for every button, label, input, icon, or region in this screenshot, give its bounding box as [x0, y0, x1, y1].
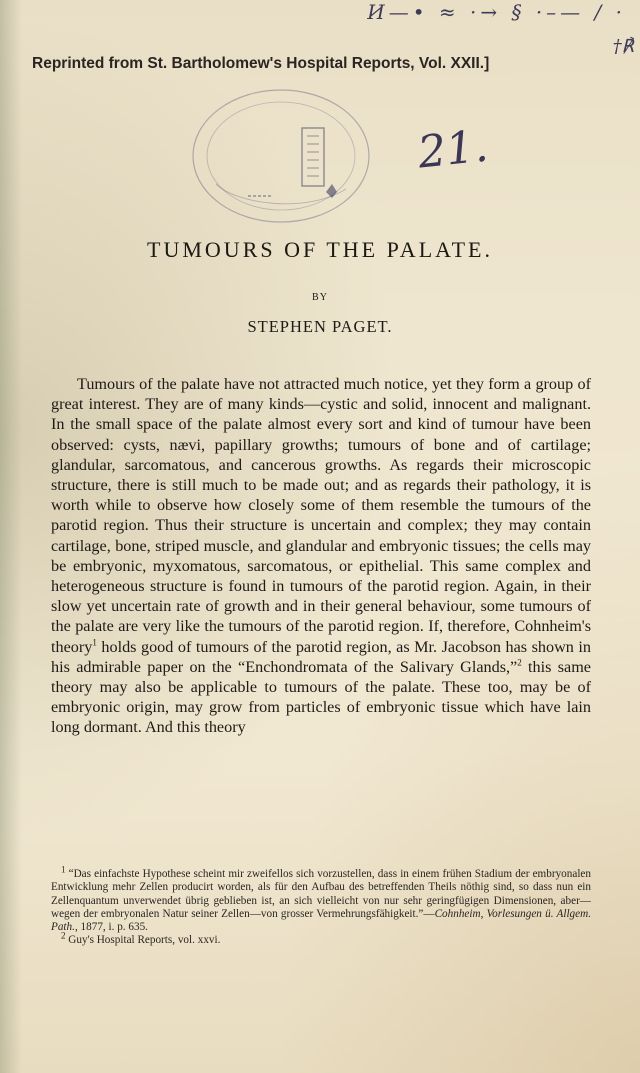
- page-edge-shadow: [0, 0, 22, 1073]
- handwritten-corner-mark: †℟: [612, 36, 634, 57]
- reprint-notice: Reprinted from St. Bartholomew's Hospital Reports, Vol. XXII.]: [32, 55, 490, 72]
- library-stamp-icon: [186, 84, 376, 229]
- footnote-ref-2: 2: [517, 657, 522, 668]
- footnotes: [51, 864, 591, 948]
- body-paragraph: [51, 374, 591, 738]
- body-text-part-1: Tumours of the palate have not attracted much notice, yet they form a group of great interest. They are of many kinds—cystic and solid, innocent and malignant. In the small space of the palate almost every sort and kind of tumour have been observed: cysts, nævi, papillary growths; tumours of bone and of cartilage; glandular, sarcomatous, and cancerous growths. As regards their microscopic structure, there is still much to be made out; and as regards their pathology, it is worth while to observe how closely some of them resemble the tumours of the parotid region. Thus their structure is uncertain and complex; they may contain cartilage, bone, striped muscle, and glandular and embryonic tissues; the cells may be embryonic, myxomatous, sarcomatous, or epithelial. This same complex and heterogeneous structure is found in tumours of the parotid region. Again, in their slow yet uncertain rate of growth and in their general behaviour, some tumours of the palate are very like the tumours of the parotid region. If, therefore, Cohnheim's theory: [51, 375, 591, 656]
- footnote-1-source: Cohnheim, Vorlesungen ü. Allgem. Path.: [51, 907, 591, 934]
- footnote-2-text: Guy's Hospital Reports, vol. xxvi.: [65, 934, 221, 947]
- body-text-part-3: this same theory may also be applicable to tumours of the palate. These too, may be of embryonic origin, may grow from particles of embryonic tissue which have lain long dormant. And this theory: [51, 657, 591, 737]
- body-text-part-2: holds good of tumours of the parotid region, as Mr. Jacobson has shown in his admirable paper on the “Enchondromata of the Salivary Glands,”: [51, 637, 591, 676]
- byline-by: BY: [312, 292, 328, 303]
- handwritten-shelf-mark: 21.: [415, 120, 491, 179]
- footnote-ref-1: 1: [92, 637, 97, 648]
- author-name: STEPHEN PAGET.: [247, 317, 393, 336]
- article-body: [51, 374, 591, 738]
- handwritten-annotation: И—• ≈ ·→ § ·–— / ·: [367, 0, 626, 24]
- footnote-2-marker: 2: [61, 930, 66, 941]
- footnote-1-marker: 1: [61, 864, 66, 875]
- footnote-2: [51, 930, 591, 947]
- footnote-1: [51, 864, 591, 934]
- footnote-1-text: “Das einfachste Hypothese scheint mir zweifellos sich vorzustellen, dass in einem frühen Stadium der embryonalen Entwicklung mehr Zellen producirt worden, als für den Aufbau des betreffenden Theils nöthig sind, so dass nun ein Zellenquantum unverwendet übrig geblieben ist, an sich vielleicht von nur sehr geringfügigen Dimensionen, aber—wegen der embryonalen Natur seiner Zellen—von grosser Vermehrungsfähigkeit.”—: [51, 868, 591, 920]
- footnote-1-citation: , 1877, i. p. 635.: [74, 921, 148, 934]
- article-title: TUMOURS OF THE PALATE.: [147, 237, 493, 262]
